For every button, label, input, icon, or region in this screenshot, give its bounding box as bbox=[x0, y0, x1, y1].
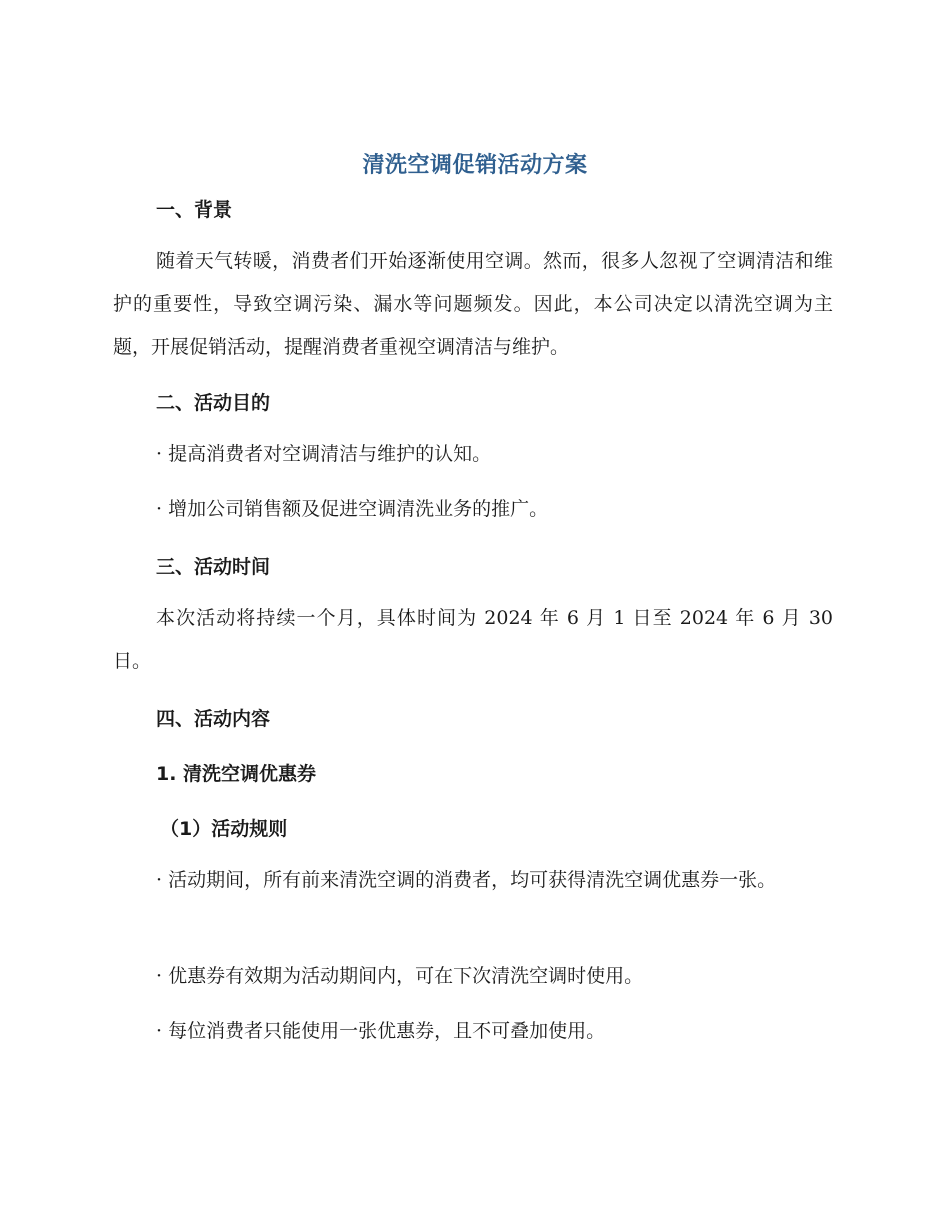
purpose-bullet-1: · 提高消费者对空调清洁与维护的认知。 bbox=[156, 443, 492, 465]
purpose-bullet-2: · 增加公司销售额及促进空调清洗业务的推广。 bbox=[156, 498, 549, 520]
section-heading-background: 一、背景 bbox=[156, 199, 233, 221]
content-item1-rules-heading: （1）活动规则 bbox=[160, 818, 288, 840]
document-title: 清洗空调促销活动方案 bbox=[362, 153, 588, 178]
section-heading-purpose: 二、活动目的 bbox=[156, 392, 271, 414]
rules-bullet-3: · 每位消费者只能使用一张优惠券，且不可叠加使用。 bbox=[156, 1020, 606, 1042]
rules-bullet-2: · 优惠券有效期为活动期间内，可在下次清洗空调时使用。 bbox=[156, 965, 644, 987]
background-paragraph: 随着天气转暖，消费者们开始逐渐使用空调。然而，很多人忽视了空调清洁和维护的重要性，导致空调污染、漏水等问题频发。因此，本公司决定以清洗空调为主题，开展促销活动，提醒消费者重视空调清洁与维护。 bbox=[113, 250, 833, 358]
section-heading-time: 三、活动时间 bbox=[156, 556, 271, 578]
rules-bullet-1: · 活动期间，所有前来清洗空调的消费者，均可获得清洗空调优惠券一张。 bbox=[156, 869, 777, 891]
section-heading-content: 四、活动内容 bbox=[156, 708, 271, 730]
time-paragraph: 本次活动将持续一个月，具体时间为 2024 年 6 月 1 日至 2024 年 6 月 30 日。 bbox=[113, 607, 833, 672]
content-item1-heading: 1. 清洗空调优惠券 bbox=[156, 763, 317, 785]
